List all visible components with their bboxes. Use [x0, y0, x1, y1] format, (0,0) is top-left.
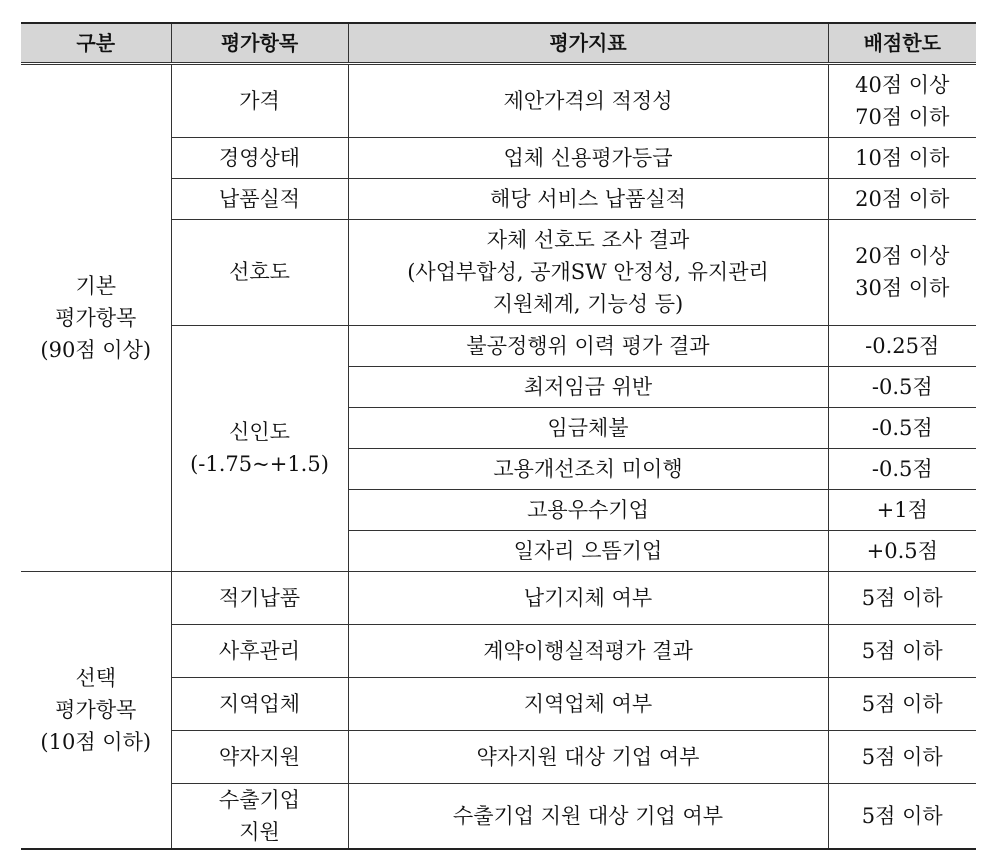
points-cell: 5점 이하 [828, 783, 976, 849]
trust-item-cell: 신인도 (-1.75~+1.5) [171, 325, 348, 571]
indicator-cell: 임금체불 [348, 407, 828, 448]
indicator-cell: 일자리 으뜸기업 [348, 530, 828, 571]
item-cell: 적기납품 [171, 571, 348, 624]
evaluation-table [21, 22, 976, 850]
indicator-cell: 불공정행위 이력 평가 결과 [348, 325, 828, 366]
points-cell: +0.5점 [828, 530, 976, 571]
item-cell: 납품실적 [171, 178, 348, 219]
optional-category-cell: 선택 평가항목 (10점 이하) [21, 571, 171, 849]
item-cell: 사후관리 [171, 624, 348, 677]
basic-category-cell: 기본 평가항목 (90점 이상) [21, 63, 171, 571]
indicator-cell: 계약이행실적평가 결과 [348, 624, 828, 677]
item-cell: 수출기업 지원 [171, 783, 348, 849]
indicator-cell: 제안가격의 적정성 [348, 63, 828, 137]
points-cell: 40점 이상 70점 이하 [828, 63, 976, 137]
item-cell: 선호도 [171, 219, 348, 325]
points-cell: -0.5점 [828, 448, 976, 489]
indicator-cell: 고용개선조치 미이행 [348, 448, 828, 489]
header-item: 평가항목 [171, 23, 348, 63]
points-cell: -0.5점 [828, 407, 976, 448]
points-cell: 5점 이하 [828, 571, 976, 624]
points-cell: 20점 이하 [828, 178, 976, 219]
indicator-cell: 수출기업 지원 대상 기업 여부 [348, 783, 828, 849]
header-points: 배점한도 [828, 23, 976, 63]
header-indicator: 평가지표 [348, 23, 828, 63]
points-cell: 10점 이하 [828, 137, 976, 178]
indicator-cell: 최저임금 위반 [348, 366, 828, 407]
item-cell: 약자지원 [171, 730, 348, 783]
indicator-cell: 고용우수기업 [348, 489, 828, 530]
indicator-cell: 해당 서비스 납품실적 [348, 178, 828, 219]
indicator-cell: 약자지원 대상 기업 여부 [348, 730, 828, 783]
indicator-cell: 자체 선호도 조사 결과 (사업부합성, 공개SW 안정성, 유지관리 지원체계, 기능성 등) [348, 219, 828, 325]
points-cell: -0.25점 [828, 325, 976, 366]
points-cell: 20점 이상 30점 이하 [828, 219, 976, 325]
header-category: 구분 [21, 23, 171, 63]
table-row [21, 63, 976, 137]
header-row [21, 23, 976, 63]
points-cell: 5점 이하 [828, 730, 976, 783]
item-cell: 가격 [171, 63, 348, 137]
table-row [21, 571, 976, 624]
points-cell: -0.5점 [828, 366, 976, 407]
indicator-cell: 업체 신용평가등급 [348, 137, 828, 178]
item-cell: 지역업체 [171, 677, 348, 730]
item-cell: 경영상태 [171, 137, 348, 178]
indicator-cell: 지역업체 여부 [348, 677, 828, 730]
points-cell: 5점 이하 [828, 624, 976, 677]
points-cell: +1점 [828, 489, 976, 530]
indicator-cell: 납기지체 여부 [348, 571, 828, 624]
points-cell: 5점 이하 [828, 677, 976, 730]
